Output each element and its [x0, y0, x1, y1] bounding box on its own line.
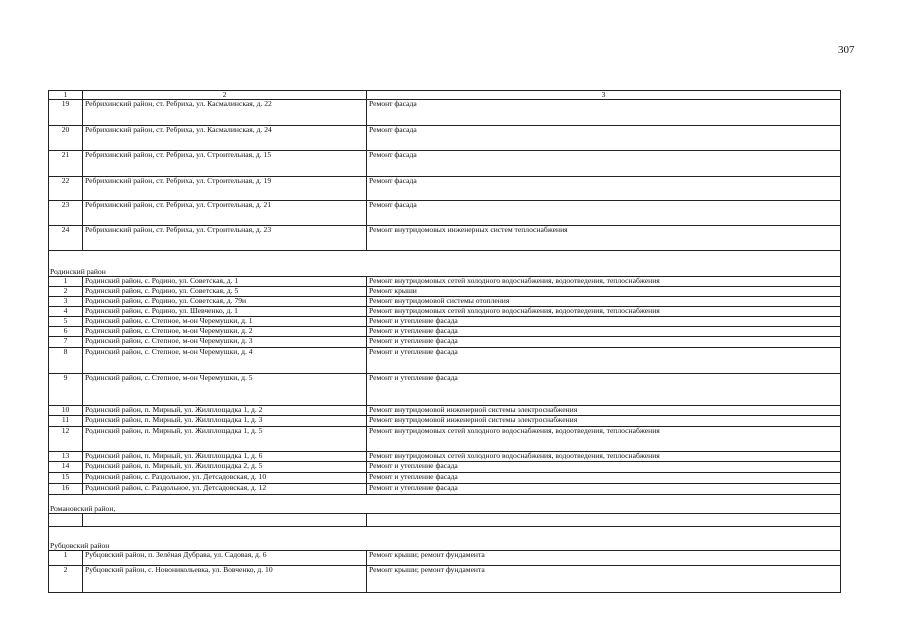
district-name: Рубцовский район: [49, 527, 841, 551]
row-address: Родинский район, с. Родино, ул. Советская, д. 5: [83, 287, 367, 297]
table-row: [49, 427, 841, 452]
row-number: 10: [49, 406, 83, 416]
row-address: Ребрихинский район, ст. Ребриха, ул. Строительная, д. 15: [83, 151, 367, 177]
row-address: Родинский район, с. Родино, ул. Советская, д. 79и: [83, 297, 367, 307]
table-row: [49, 416, 841, 427]
row-work: Ремонт внутридомовых сетей холодного водоснабжения, водоотведения, теплоснабжения: [367, 277, 841, 287]
row-number: 5: [49, 317, 83, 327]
page-number: 307: [838, 44, 855, 56]
row-number: 3: [49, 297, 83, 307]
row-number: 23: [49, 201, 83, 226]
row-work: Ремонт фасада: [367, 201, 841, 226]
row-number: 12: [49, 427, 83, 452]
row-number: 2: [49, 566, 83, 593]
row-number: 21: [49, 151, 83, 177]
row-address: Родинский район, с. Раздольное, ул. Детсадовская, д. 12: [83, 484, 367, 495]
row-work: Ремонт и утепление фасада: [367, 317, 841, 327]
table-row: [49, 348, 841, 374]
row-work: Ремонт крыши; ремонт фундамента: [367, 551, 841, 566]
table-row: [49, 307, 841, 317]
row-work: Ремонт фасада: [367, 151, 841, 177]
row-address: [83, 514, 367, 527]
row-number: 7: [49, 337, 83, 348]
table-row: [49, 566, 841, 593]
row-address: Родинский район, с. Родино, ул. Шевченко, д. 1: [83, 307, 367, 317]
row-work: Ремонт и утепление фасада: [367, 348, 841, 374]
row-address: Родинский район, с. Степное, м-он Черемушки, д. 1: [83, 317, 367, 327]
row-number: 11: [49, 416, 83, 427]
row-work: Ремонт внутридомовой системы отопления: [367, 297, 841, 307]
table-row: [49, 277, 841, 287]
row-number: 20: [49, 126, 83, 151]
row-number: 6: [49, 327, 83, 337]
table-row: [49, 151, 841, 177]
row-number: 1: [49, 551, 83, 566]
table-row: [49, 462, 841, 473]
row-work: [367, 514, 841, 527]
district-row: [49, 527, 841, 551]
row-number: 14: [49, 462, 83, 473]
row-number: 9: [49, 374, 83, 406]
row-number: 15: [49, 473, 83, 484]
table-row: [49, 473, 841, 484]
row-work: Ремонт внутридомовой инженерной системы электроснабжения: [367, 406, 841, 416]
row-number: 19: [49, 100, 83, 126]
row-number: 2: [49, 287, 83, 297]
row-work: Ремонт внутридомовых сетей холодного водоснабжения, водоотведения, теплоснабжения: [367, 452, 841, 462]
table-row: [49, 406, 841, 416]
row-address: Родинский район, п. Мирный, ул. Жилплощадка 1, д. 5: [83, 427, 367, 452]
row-number: [49, 514, 83, 527]
row-number: 22: [49, 177, 83, 201]
table-row: [49, 317, 841, 327]
table-row: [49, 100, 841, 126]
row-number: 24: [49, 226, 83, 251]
row-work: Ремонт и утепление фасада: [367, 374, 841, 406]
row-work: Ремонт внутридомовых сетей холодного водоснабжения, водоотведения, теплоснабжения: [367, 427, 841, 452]
row-address: Родинский район, п. Мирный, ул. Жилплощадка 1, д. 2: [83, 406, 367, 416]
table-row: [49, 514, 841, 527]
table-row: [49, 551, 841, 566]
row-address: Родинский район, с. Степное, м-он Черемушки, д. 4: [83, 348, 367, 374]
row-address: Родинский район, с. Степное, м-он Черемушки, д. 5: [83, 374, 367, 406]
district-name: Родинский район: [49, 251, 841, 277]
row-work: Ремонт и утепление фасада: [367, 327, 841, 337]
row-work: Ремонт и утепление фасада: [367, 462, 841, 473]
row-number: 8: [49, 348, 83, 374]
row-address: Родинский район, с. Степное, м-он Черемушки, д. 3: [83, 337, 367, 348]
table-row: [49, 287, 841, 297]
row-address: Родинский район, с. Родино, ул. Советская, д. 1: [83, 277, 367, 287]
table-row: [49, 484, 841, 495]
row-work: Ремонт внутридомовых сетей холодного водоснабжения, водоотведения, теплоснабжения: [367, 307, 841, 317]
table-row: [49, 297, 841, 307]
row-number: 16: [49, 484, 83, 495]
row-address: Родинский район, с. Раздольное, ул. Детсадовская, д. 10: [83, 473, 367, 484]
table-row: [49, 327, 841, 337]
column-header-number: 1: [49, 91, 83, 100]
row-work: Ремонт и утепление фасада: [367, 337, 841, 348]
row-address: Ребрихинский район, ст. Ребриха, ул. Касмалинская, д. 24: [83, 126, 367, 151]
column-header-address: 2: [83, 91, 367, 100]
row-address: Рубцовский район, п. Зелёная Дубрава, ул. Садовая, д. 6: [83, 551, 367, 566]
row-work: Ремонт внутридомовых инженерных систем теплоснабжения: [367, 226, 841, 251]
row-work: Ремонт фасада: [367, 177, 841, 201]
row-address: Родинский район, п. Мирный, ул. Жилплощадка 1, д. 6: [83, 452, 367, 462]
row-address: Ребрихинский район, ст. Ребриха, ул. Касмалинская, д. 22: [83, 100, 367, 126]
table-row: [49, 226, 841, 251]
row-work: Ремонт и утепление фасада: [367, 473, 841, 484]
row-number: 1: [49, 277, 83, 287]
table-row: [49, 126, 841, 151]
row-work: Ремонт внутридомовой инженерной системы электроснабжения: [367, 416, 841, 427]
district-name: Романовский район,: [49, 495, 841, 514]
table-header-row: [49, 91, 841, 100]
column-header-work: 3: [367, 91, 841, 100]
row-address: Ребрихинский район, ст. Ребриха, ул. Строительная, д. 21: [83, 201, 367, 226]
table-row: [49, 177, 841, 201]
row-work: Ремонт крыши: [367, 287, 841, 297]
row-address: Ребрихинский район, ст. Ребриха, ул. Строительная, д. 19: [83, 177, 367, 201]
table-row: [49, 374, 841, 406]
table-row: [49, 337, 841, 348]
row-address: Родинский район, с. Степное, м-он Черемушки, д. 2: [83, 327, 367, 337]
district-row: [49, 495, 841, 514]
row-address: Родинский район, п. Мирный, ул. Жилплощадка 2, д. 5: [83, 462, 367, 473]
row-address: Рубцовский район, с. Новоникольевка, ул. Вовченко, д. 10: [83, 566, 367, 593]
table-row: [49, 201, 841, 226]
row-work: Ремонт фасада: [367, 126, 841, 151]
row-number: 13: [49, 452, 83, 462]
table-row: [49, 452, 841, 462]
row-address: Ребрихинский район, ст. Ребриха, ул. Строительная, д. 23: [83, 226, 367, 251]
district-row: [49, 251, 841, 277]
row-work: Ремонт фасада: [367, 100, 841, 126]
row-work: Ремонт и утепление фасада: [367, 484, 841, 495]
row-work: Ремонт крыши; ремонт фундамента: [367, 566, 841, 593]
repair-program-table: [48, 90, 841, 593]
row-number: 4: [49, 307, 83, 317]
row-address: Родинский район, п. Мирный, ул. Жилплощадка 1, д. 3: [83, 416, 367, 427]
